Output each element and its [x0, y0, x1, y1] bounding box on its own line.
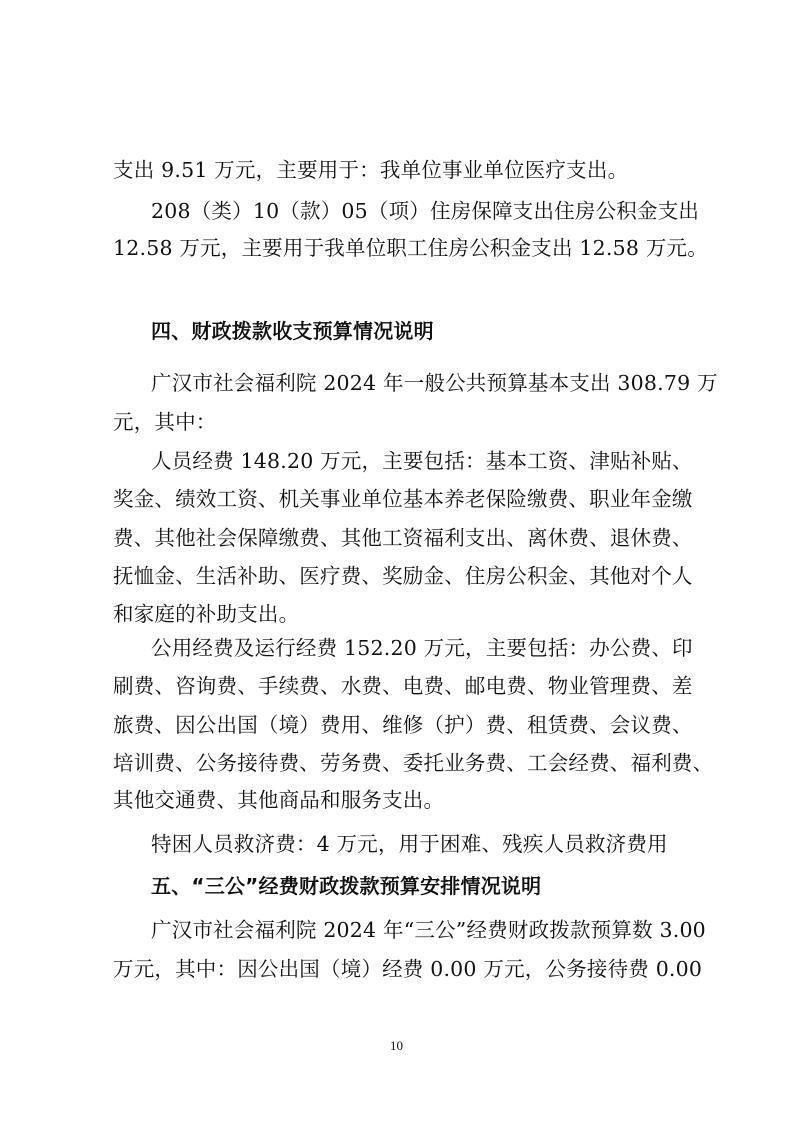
paragraph-line: 其他交通费、其他商品和服务支出。: [113, 788, 445, 812]
section-heading: 四、财政拨款收支预算情况说明: [151, 319, 434, 343]
paragraph-line: 元，其中：: [113, 410, 217, 434]
paragraph-line: 12.58 万元，主要用于我单位职工住房公积金支出 12.58 万元。: [113, 236, 708, 260]
paragraph-line: 208（类）10（款）05（项）住房保障支出住房公积金支出: [151, 199, 700, 223]
paragraph-line: 刷费、咨询费、手续费、水费、电费、邮电费、物业管理费、差: [113, 674, 693, 698]
paragraph-line: 广汉市社会福利院 2024 年“三公”经费财政拨款预算数 3.00: [151, 918, 706, 942]
paragraph-line: 奖金、绩效工资、机关事业单位基本养老保险缴费、职业年金缴: [113, 487, 693, 511]
paragraph-line: 和家庭的补助支出。: [113, 602, 300, 626]
paragraph-line: 费、其他社会保障缴费、其他工资福利支出、离休费、退休费、: [113, 526, 693, 550]
paragraph-line: 培训费、公务接待费、劳务费、委托业务费、工会经费、福利费、: [113, 751, 714, 775]
page-number: 10: [390, 1038, 403, 1053]
paragraph-line: 人员经费 148.20 万元，主要包括：基本工资、津贴补贴、: [151, 449, 693, 473]
paragraph-line: 广汉市社会福利院 2024 年一般公共预算基本支出 308.79 万: [151, 371, 718, 395]
paragraph-line: 抚恤金、生活补助、医疗费、奖励金、住房公积金、其他对个人: [113, 564, 693, 588]
paragraph-line: 支出 9.51 万元，主要用于：我单位事业单位医疗支出。: [113, 158, 629, 182]
paragraph-line: 特困人员救济费：4 万元，用于困难、残疾人员救济费用: [151, 832, 668, 856]
paragraph-line: 公用经费及运行经费 152.20 万元，主要包括：办公费、印: [151, 636, 693, 660]
paragraph-line: 旅费、因公出国（境）费用、维修（护）费、租赁费、会议费、: [113, 713, 693, 737]
paragraph-line: 万元，其中：因公出国（境）经费 0.00 万元，公务接待费 0.00: [113, 957, 703, 981]
section-heading: 五、“三公”经费财政拨款预算安排情况说明: [151, 874, 542, 898]
